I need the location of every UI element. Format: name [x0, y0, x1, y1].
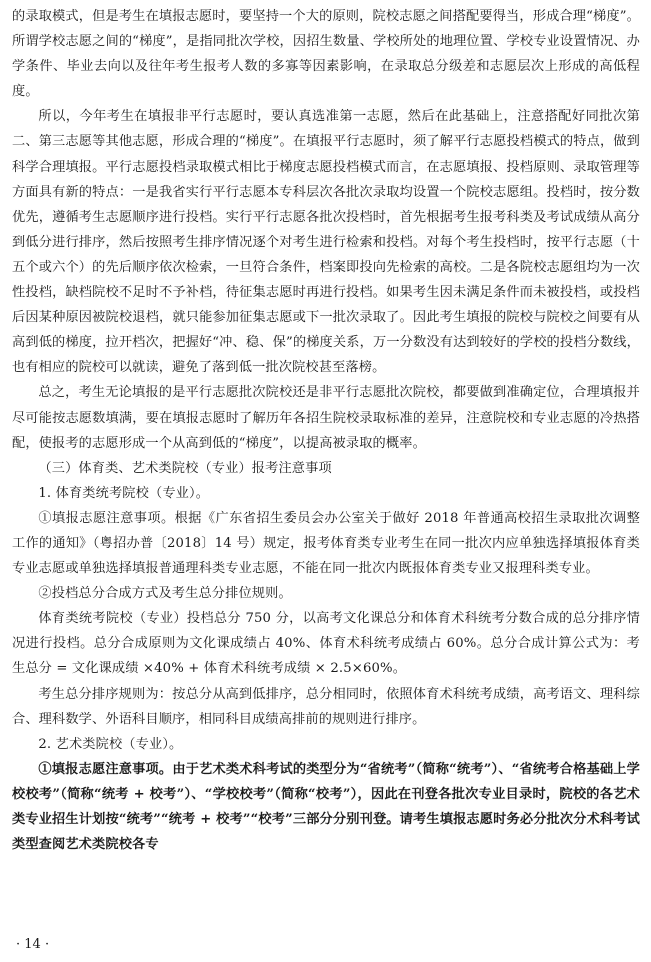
- paragraph-ranking-rules: 考生总分排序规则为：按总分从高到低排序，总分相同时，依照体育术科统考成绩，高考语文、理科综合、理科数学、外语科目顺序，相同科目成绩高排前的规则进行排序。: [12, 686, 640, 727]
- subheading-score-rules: ②投档总分合成方式及考生总分排位规则。: [38, 586, 292, 602]
- section-heading-sports-arts: （三）体育类、艺术类院校（专业）报考注意事项: [38, 460, 332, 476]
- paragraph-summary: 总之，考生无论填报的是平行志愿批次院校还是非平行志愿批次院校，都要做到准确定位，合理填报并尽可能按志愿数填满，要在填报志愿时了解历年各招生院校录取标准的差异，注意院校和专业志愿的冷热搭配，使报考的志愿形成一个从高到低的“梯度”，以提高被录取的概率。: [12, 385, 640, 451]
- paragraph-arts-notes: ①填报志愿注意事项。由于艺术类术科考试的类型分为“省统考”（简称“统考”）、“省统考合格基础上学校校考”（简称“统考 + 校考”）、“学校校考”（简称“校考”），因此在刊登各批次专业目录时，院校的各艺术类专业招生计划按“统考”“统考 + 校考”“校考”三部分分别刊登。请考生填报志愿时务必分批次分术科考试类型查阅艺术类院校各专: [12, 761, 640, 853]
- paragraph-sports-notes: ①填报志愿注意事项。根据《广东省招生委员会办公室关于做好 2018 年普通高校招生录取批次调整工作的通知》（粤招办普〔2018〕14 号）规定，报考体育类专业考生在同一批次内应单独选择填报体育类专业志愿或单独选择填报普通理科类专业志愿，不能在同一批次内既报体育类专业又报理科类专业。: [12, 510, 640, 577]
- paragraph-admission-mode: 的录取模式，但是考生在填报志愿时，要坚持一个大的原则，院校志愿之间搭配要得当，形成合理“梯度”。所谓学校志愿之间的“梯度”，是指同批次学校，因招生数量、学校所处的地理位置、学校专业设置情况、办学条件、毕业去向以及往年考生报考人数的多寡等因素影响，在录取总分级差和志愿层次上形成的高低程度。: [12, 9, 640, 100]
- paragraph-parallel-volunteer: 所以，今年考生在填报非平行志愿时，要认真选准第一志愿，然后在此基础上，注意搭配好同批次第二、第三志愿等其他志愿，形成合理的“梯度”。在填报平行志愿时，须了解平行志愿投档模式的特点，做到科学合理填报。平行志愿投档录取模式相比于梯度志愿投档模式而言，在志愿填报、投档原则、录取管理等方面具有新的特点：一是我省实行平行志愿本专科层次各批次录取均设置一个院校志愿组。投档时，按分数优先，遵循考生志愿顺序进行投档。实行平行志愿各批次投档时，首先根据考生报考科类及考试成绩从高分到低分进行排序，然后按照考生排序情况逐个对考生进行检索和投档。对每个考生投档时，按平行志愿（十五个或六个）的先后顺序依次检索，一旦符合条件，档案即投向先检索的高校。二是各院校志愿组均为一次性投档，缺档院校不足时不予补档，待征集志愿时再进行投档。如果考生因未满足条件而未被投档，或投档后因某种原因被院校退档，就只能参加征集志愿或下一批次录取了。因此考生填报的院校与院校之间要有从高到低的梯度，拉开档次，把握好“冲、稳、保”的梯度关系，万一分数没有达到较好的学校的投档分数线，也有相应的院校可以就读，避免了落到低一批次院校甚至落榜。: [12, 109, 640, 376]
- subheading-sports: 1. 体育类统考院校（专业）。: [38, 485, 210, 501]
- subheading-arts: 2. 艺术类院校（专业）。: [38, 736, 183, 752]
- paragraph-score-formula: 体育类统考院校（专业）投档总分 750 分，以高考文化课总分和体育术科统考分数合成的总分排序情况进行投档。总分合成原则为文化课成绩占 40%、体育术科统考成绩占 60%。总分合成计算公式为：考生总分 = 文化课成绩 ×40% + 体育术科统考成绩 × 2.5×60%。: [12, 611, 640, 677]
- page-number: · 14 ·: [16, 937, 50, 952]
- document-page: [12, 4, 640, 934]
